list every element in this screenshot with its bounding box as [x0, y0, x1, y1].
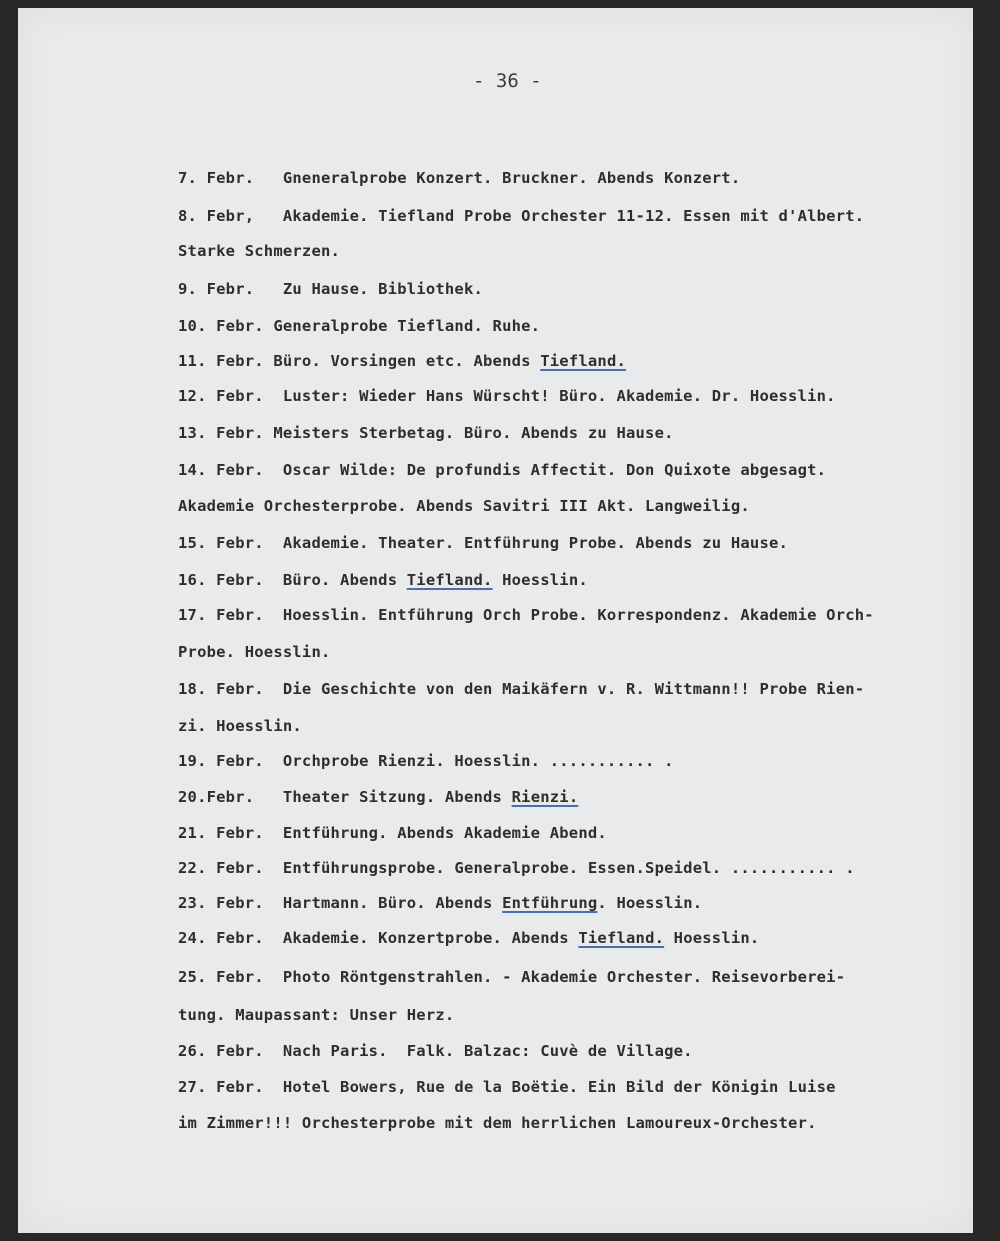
diary-line [178, 352, 626, 370]
line-text: 25. Febr. Photo Röntgenstrahlen. - Akademie Orchester. Reisevorberei- [178, 968, 846, 986]
diary-line [178, 643, 331, 661]
line-text: Probe. Hoesslin. [178, 643, 331, 661]
line-text: 23. Febr. Hartmann. Büro. Abends [178, 894, 503, 912]
diary-line [178, 1078, 836, 1096]
diary-line [178, 1114, 817, 1132]
diary-line [178, 571, 588, 589]
diary-line [178, 1006, 454, 1024]
diary-line [178, 894, 702, 912]
underlined-text: Tiefland. [540, 352, 627, 370]
diary-line [178, 317, 540, 335]
diary-line [178, 242, 340, 260]
line-text: 10. Febr. Generalprobe Tiefland. Ruhe. [178, 317, 541, 335]
line-text: 20.Febr. Theater Sitzung. Abends [178, 788, 512, 806]
diary-line [178, 424, 674, 442]
diary-line [178, 929, 759, 947]
line-text: tung. Maupassant: Unser Herz. [178, 1006, 455, 1024]
diary-line [178, 207, 864, 225]
underlined-text: Entführung [502, 894, 598, 912]
line-text: 16. Febr. Büro. Abends [178, 571, 407, 589]
line-text: 17. Febr. Hoesslin. Entführung Orch Probe. Korrespondenz. Akademie Orch- [178, 606, 874, 624]
line-text: 26. Febr. Nach Paris. Falk. Balzac: Cuvè de Village. [178, 1042, 693, 1060]
line-text: 14. Febr. Oscar Wilde: De profundis Affectit. Don Quixote abgesagt. [178, 461, 827, 479]
diary-line [178, 680, 864, 698]
diary-line [178, 752, 674, 770]
diary-line [178, 606, 874, 624]
diary-line [178, 1042, 693, 1060]
diary-line [178, 968, 845, 986]
line-text: 22. Febr. Entführungsprobe. Generalprobe. Essen.Speidel. ........... . [178, 859, 855, 877]
underlined-text: Rienzi. [511, 788, 579, 806]
diary-line [178, 169, 740, 187]
diary-line [178, 717, 302, 735]
line-text: Hoesslin. [664, 929, 760, 947]
line-text: 19. Febr. Orchprobe Rienzi. Hoesslin. ........... . [178, 752, 674, 770]
line-text: zi. Hoesslin. [178, 717, 302, 735]
line-text: 9. Febr. Zu Hause. Bibliothek. [178, 280, 484, 298]
diary-line [178, 788, 578, 806]
line-text: 24. Febr. Akademie. Konzertprobe. Abends [178, 929, 579, 947]
line-text: Starke Schmerzen. [178, 242, 341, 260]
line-text: 7. Febr. Gneneralprobe Konzert. Bruckner. Abends Konzert. [178, 169, 741, 187]
underlined-text: Tiefland. [406, 571, 493, 589]
line-text: im Zimmer!!! Orchesterprobe mit dem herrlichen Lamoureux-Orchester. [178, 1114, 817, 1132]
line-text: 13. Febr. Meisters Sterbetag. Büro. Abends zu Hause. [178, 424, 674, 442]
line-text: 11. Febr. Büro. Vorsingen etc. Abends [178, 352, 541, 370]
line-text: 15. Febr. Akademie. Theater. Entführung Probe. Abends zu Hause. [178, 534, 789, 552]
line-text: . Hoesslin. [597, 894, 703, 912]
diary-line [178, 859, 855, 877]
line-text: 18. Febr. Die Geschichte von den Maikäfern v. R. Wittmann!! Probe Rien- [178, 680, 865, 698]
line-text: 8. Febr, Akademie. Tiefland Probe Orchester 11-12. Essen mit d'Albert. [178, 207, 865, 225]
underlined-text: Tiefland. [578, 929, 665, 947]
line-text: Akademie Orchesterprobe. Abends Savitri III Akt. Langweilig. [178, 497, 750, 515]
page-number: - 36 - [473, 70, 542, 92]
line-text: 27. Febr. Hotel Bowers, Rue de la Boëtie. Ein Bild der Königin Luise [178, 1078, 836, 1096]
diary-line [178, 280, 483, 298]
diary-line [178, 534, 788, 552]
line-text: Hoesslin. [492, 571, 588, 589]
document-page [18, 8, 973, 1233]
diary-line [178, 387, 836, 405]
diary-line [178, 824, 607, 842]
diary-line [178, 461, 826, 479]
line-text: 12. Febr. Luster: Wieder Hans Würscht! Büro. Akademie. Dr. Hoesslin. [178, 387, 836, 405]
line-text: 21. Febr. Entführung. Abends Akademie Abend. [178, 824, 607, 842]
diary-line [178, 497, 750, 515]
